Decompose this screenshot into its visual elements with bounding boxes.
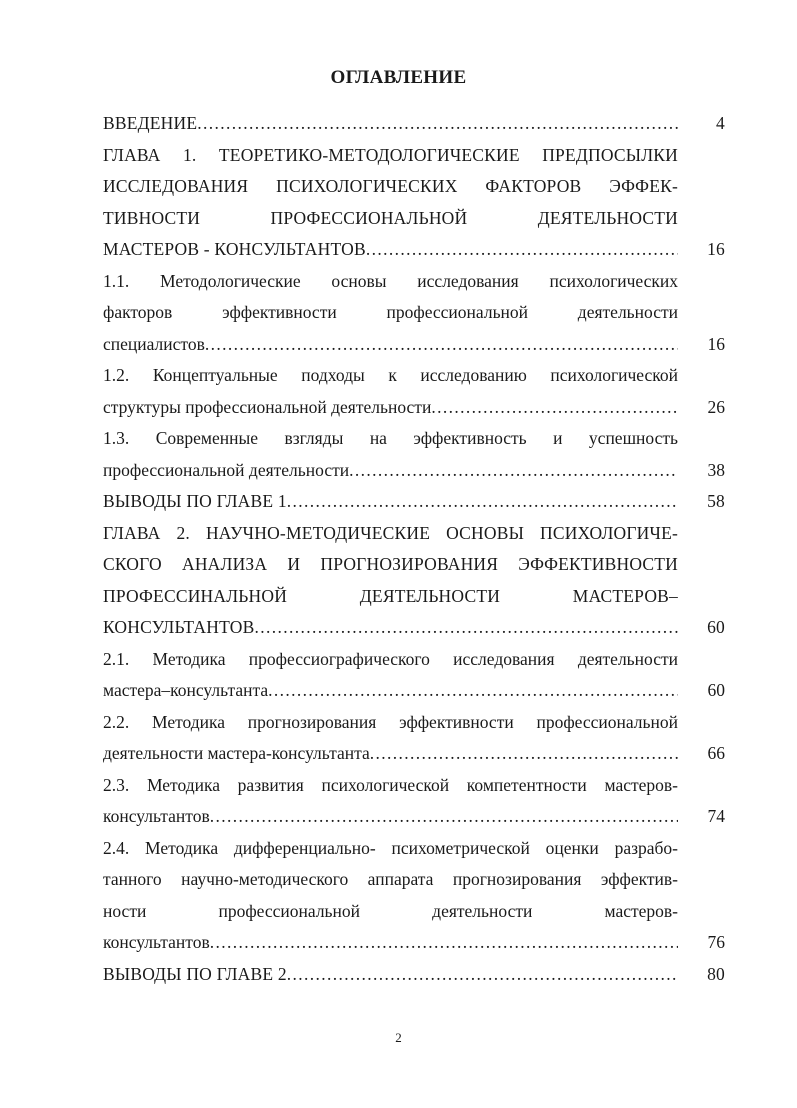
toc-entry-page: 80: [707, 963, 725, 984]
dot-leader: [349, 455, 678, 487]
toc-entry-page: 38: [707, 459, 725, 480]
toc-entry-title-end: профессиональной деятельности: [103, 459, 350, 480]
dot-leader: [287, 959, 678, 991]
toc-entry: [103, 707, 725, 770]
toc-entry-page: 76: [707, 932, 725, 952]
dot-leader: [210, 927, 678, 959]
toc-entry: [103, 266, 725, 361]
toc-entry-leader-line: [103, 392, 678, 424]
toc-entry-line: ГЛАВА 1. ТЕОРЕТИКО-МЕТОДОЛОГИЧЕСКИЕ ПРЕДПОСЫЛКИ: [103, 144, 678, 165]
toc-entry-line: 2.4. Методика дифференциально- психометрической оценки разрабо-: [103, 837, 678, 858]
dot-leader: [210, 801, 678, 833]
toc-entry-title-end: МАСТЕРОВ - КОНСУЛЬТАНТОВ: [103, 239, 366, 259]
dot-leader: [268, 675, 678, 707]
toc-entry: [103, 423, 725, 486]
toc-entry: [103, 518, 725, 644]
toc-entry-leader-line: [103, 927, 678, 959]
toc-entry: [103, 833, 725, 959]
toc-entry-leader-line: [103, 675, 678, 707]
dot-leader: [254, 612, 678, 644]
toc-entry-title-end: мастера–консультанта: [103, 680, 269, 700]
toc-entry-leader-line: [103, 234, 678, 266]
toc-entry-line: танного научно-методического аппарата прогнозирования эффектив-: [103, 869, 678, 889]
toc-entry-title-end: КОНСУЛЬТАНТОВ: [103, 617, 255, 637]
toc-entry-title-end: консультантов: [103, 932, 210, 952]
toc-entry-page: 60: [707, 680, 725, 700]
toc-entry-line: ности профессиональной деятельности мастеров-: [103, 900, 678, 921]
toc-entry-line: 2.1. Методика профессиографического исследования деятельности: [103, 648, 678, 669]
toc-entry-leader-line: [103, 329, 678, 361]
toc-entry-title-end: консультантов: [103, 806, 210, 826]
toc-entry-line: 1.3. Современные взгляды на эффективность и успешность: [103, 428, 678, 448]
toc-entry-leader-line: [103, 959, 678, 991]
dot-leader: [205, 329, 678, 361]
toc-entry-line: 1.2. Концептуальные подходы к исследованию психологической: [103, 365, 678, 385]
toc-entry-title-end: ВЫВОДЫ ПО ГЛАВЕ 1: [103, 491, 287, 511]
toc-entry-line: 2.3. Методика развития психологической компетентности мастеров-: [103, 774, 678, 795]
toc-entry-page: 74: [707, 806, 725, 826]
toc-entry-line: ПРОФЕССИНАЛЬНОЙ ДЕЯТЕЛЬНОСТИ МАСТЕРОВ–: [103, 585, 678, 606]
toc-entry-page: 4: [716, 113, 725, 133]
dot-leader: [370, 738, 678, 770]
toc-entry: [103, 108, 725, 140]
toc-entry: [103, 644, 725, 707]
toc-entry-page: 16: [707, 239, 725, 259]
toc-entry-page: 66: [707, 743, 725, 763]
dot-leader: [431, 392, 678, 424]
toc-entry-title-end: ВВЕДЕНИЕ: [103, 113, 198, 133]
toc-entry-title-end: структуры профессиональной деятельности: [103, 396, 432, 417]
toc-entry-title-end: деятельности мастера-консультанта: [103, 743, 370, 763]
dot-leader: [366, 234, 678, 266]
toc-entry: [103, 770, 725, 833]
toc-entry-line: 2.2. Методика прогнозирования эффективности профессиональной: [103, 711, 678, 732]
toc-entry-line: СКОГО АНАЛИЗА И ПРОГНОЗИРОВАНИЯ ЭФФЕКТИВНОСТИ: [103, 554, 678, 574]
toc-entry-page: 60: [707, 617, 725, 637]
page-number: 2: [395, 1030, 402, 1045]
toc-entry-line: ИССЛЕДОВАНИЯ ПСИХОЛОГИЧЕСКИХ ФАКТОРОВ ЭФФЕК-: [103, 176, 678, 196]
toc-entry: [103, 360, 725, 423]
toc-entry-leader-line: [103, 108, 678, 140]
table-of-contents: [103, 108, 725, 990]
toc-entry-title-end: ВЫВОДЫ ПО ГЛАВЕ 2: [103, 963, 287, 984]
toc-entry-leader-line: [103, 486, 678, 518]
toc-entry-line: факторов эффективности профессиональной деятельности: [103, 302, 678, 322]
toc-entry-leader-line: [103, 738, 678, 770]
toc-entry-page: 16: [707, 333, 725, 354]
toc-entry-leader-line: [103, 455, 678, 487]
toc-entry-line: ТИВНОСТИ ПРОФЕССИОНАЛЬНОЙ ДЕЯТЕЛЬНОСТИ: [103, 207, 678, 228]
page-title: ОГЛАВЛЕНИЕ: [330, 67, 467, 88]
toc-entry-page: 26: [707, 396, 725, 417]
toc-entry-title-end: специалистов: [103, 333, 205, 354]
toc-entry-line: 1.1. Методологические основы исследования психологических: [103, 270, 678, 291]
toc-entry: [103, 140, 725, 266]
toc-entry-line: ГЛАВА 2. НАУЧНО-МЕТОДИЧЕСКИЕ ОСНОВЫ ПСИХОЛОГИЧЕ-: [103, 522, 678, 543]
toc-entry: [103, 486, 725, 518]
toc-entry-leader-line: [103, 801, 678, 833]
toc-entry-page: 58: [707, 491, 725, 511]
toc-entry: [103, 959, 725, 991]
dot-leader: [287, 486, 678, 518]
dot-leader: [197, 108, 678, 140]
toc-entry-leader-line: [103, 612, 678, 644]
